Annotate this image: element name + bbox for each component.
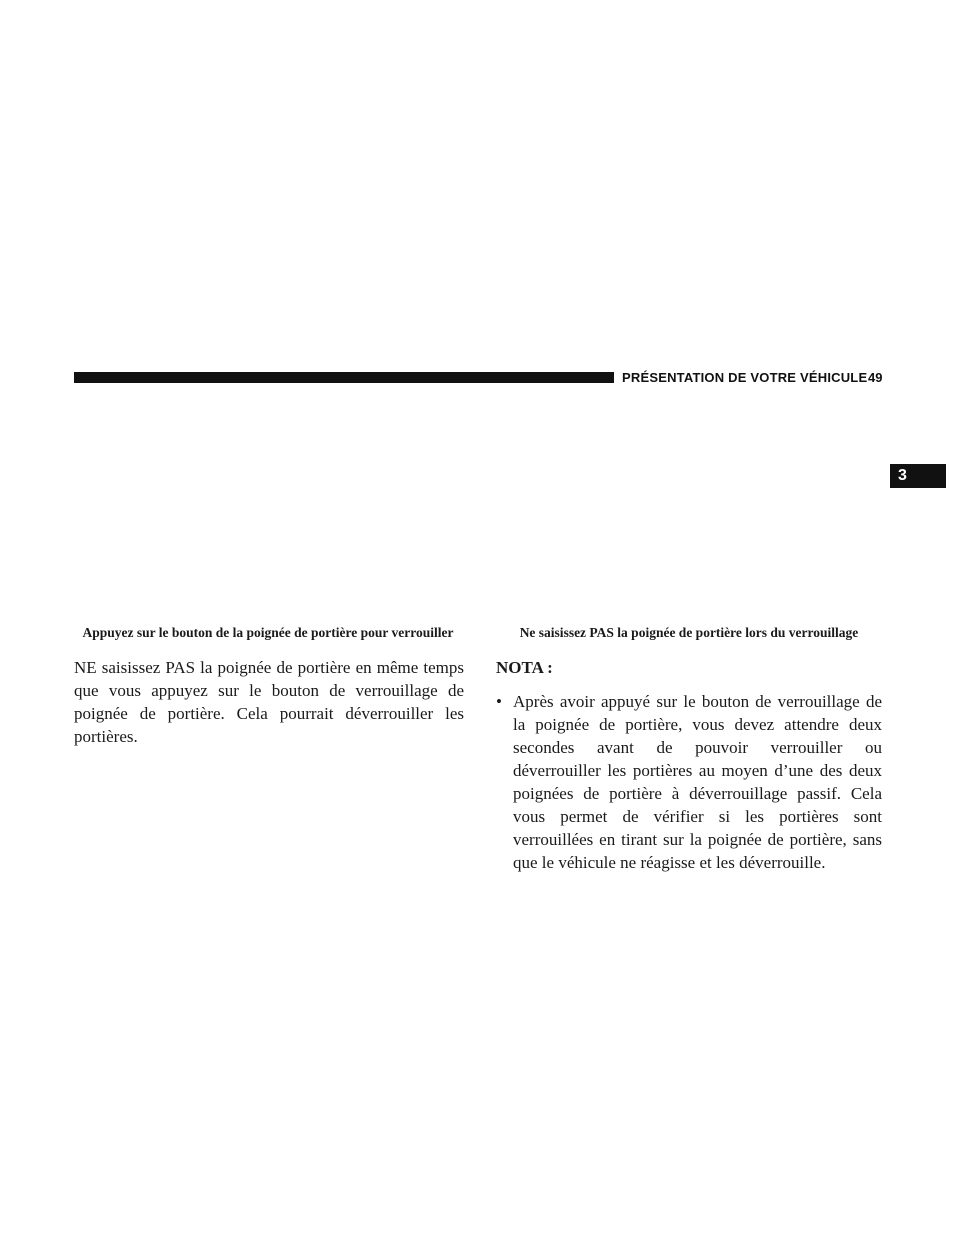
note-bullet <box>496 690 882 874</box>
figure-caption-left: Appuyez sur le bouton de la poignée de portière pour verrouiller <box>82 625 454 640</box>
note-bullet-text: Après avoir appuyé sur le bouton de verrouillage de la poignée de portière, vous devez attendre deux secondes avant de pouvoir verrouiller ou déverrouiller les portières au moyen d’une des deux poignées de portière à déverrouillage passif. Cela vous permet de vérifier si les portières sont verrouillées en tirant sur la poignée de portière, sans que le véhicule ne réagisse et les déverrouille. <box>513 692 882 872</box>
chapter-tab: 3 <box>890 464 946 488</box>
body-paragraph: NE saisissez PAS la poignée de portière en même temps que vous appuyez sur le bouton de verrouillage de poignée de portière. Cela pourrait déverrouiller les portières. <box>74 658 464 746</box>
bullet-icon: • <box>496 692 502 711</box>
page-number: 49 <box>868 370 883 385</box>
figure-caption-right: Ne saisissez PAS la poignée de portière lors du verrouillage <box>519 625 859 640</box>
section-title: PRÉSENTATION DE VOTRE VÉHICULE <box>622 370 868 385</box>
header-rule <box>74 372 614 383</box>
note-title: NOTA : <box>496 658 553 677</box>
left-column <box>74 656 464 748</box>
right-column <box>496 658 882 874</box>
